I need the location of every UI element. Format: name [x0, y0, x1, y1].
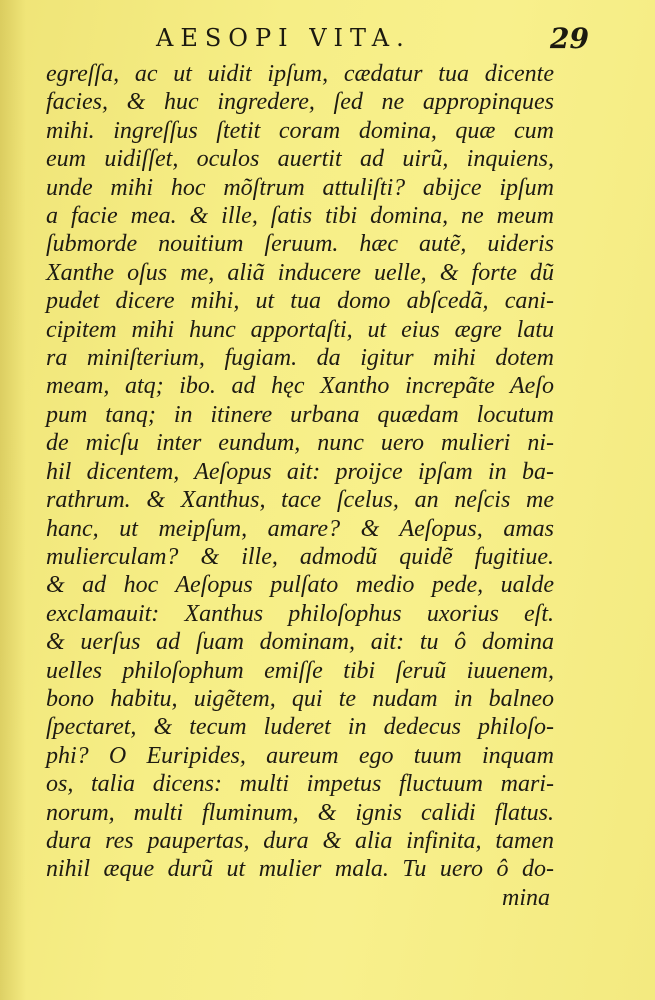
text-line: & ad hoc Aeſopus pulſato medio pede, ualde — [46, 572, 554, 599]
text-line: dura res paupertas, dura & alia infinita, tamen — [46, 827, 554, 854]
text-line: pum tanq; in itinere urbana quædam locutum — [46, 401, 554, 428]
text-line: hil dicentem, Aeſopus ait: proijce ipſam in ba- — [46, 458, 554, 485]
text-line: mihi. ingreſſus ſtetit coram domina, quæ cum — [46, 117, 554, 144]
text-line: & uerſus ad ſuam dominam, ait: tu ô domina — [46, 629, 554, 656]
text-line: a facie mea. & ille, ſatis tibi domina, ne meum — [46, 203, 554, 230]
text-line: phi? O Euripides, aureum ego tuum inquam — [46, 742, 554, 769]
text-line: hanc, ut meipſum, amare? & Aeſopus, amas — [46, 515, 554, 542]
text-line: rathrum. & Xanthus, tace ſcelus, an neſcis me — [46, 487, 554, 514]
text-line: ra miniſterium, fugiam. da igitur mihi dotem — [46, 345, 554, 372]
gutter-shadow — [0, 0, 26, 1000]
text-line: os, talia dicens: multi impetus fluctuum mari- — [46, 771, 554, 798]
text-line: ſubmorde nouitium ſeruum. hæc autẽ, uideris — [46, 231, 554, 258]
text-line: Xanthe oſus me, aliã inducere uelle, & forte dũ — [46, 259, 554, 286]
text-line: cipitem mihi hunc apportaſti, ut eius ægre latu — [46, 316, 554, 343]
text-line: exclamauit: Xanthus philoſophus uxorius eſt. — [46, 600, 554, 627]
catchword: mina — [502, 884, 550, 911]
text-block — [46, 60, 554, 912]
text-line: bono habitu, uigẽtem, qui te nudam in balneo — [46, 685, 554, 712]
text-line: eum uidiſſet, oculos auertit ad uirũ, inquiens, — [46, 146, 554, 173]
text-line: uelles philoſophum emiſſe tibi ſeruũ iuuenem, — [46, 657, 554, 684]
text-line: ſpectaret, & tecum luderet in dedecus philoſo- — [46, 714, 554, 741]
text-line: pudet dicere mihi, ut tua domo abſcedã, cani- — [46, 288, 554, 315]
text-line: meam, atq; ibo. ad hęc Xantho increpãte Aeſo — [46, 373, 554, 400]
page-number: 29 — [550, 22, 589, 55]
text-line: unde mihi hoc mõſtrum attuliſti? abijce ipſum — [46, 174, 554, 201]
text-line: nihil æque durũ ut mulier mala. Tu uero ô do- — [46, 856, 554, 883]
text-line: egreſſa, ac ut uidit ipſum, cædatur tua dicente — [46, 61, 554, 87]
text-line: facies, & huc ingredere, ſed ne appropinques — [46, 89, 554, 116]
text-line: mulierculam? & ille, admodũ quidẽ fugitiue. — [46, 543, 554, 570]
text-line: de micſu inter eundum, nunc uero mulieri ni- — [46, 430, 554, 457]
running-head: AESOPI VITA. — [156, 24, 411, 52]
text-line: norum, multi fluminum, & ignis calidi flatus. — [46, 799, 554, 826]
